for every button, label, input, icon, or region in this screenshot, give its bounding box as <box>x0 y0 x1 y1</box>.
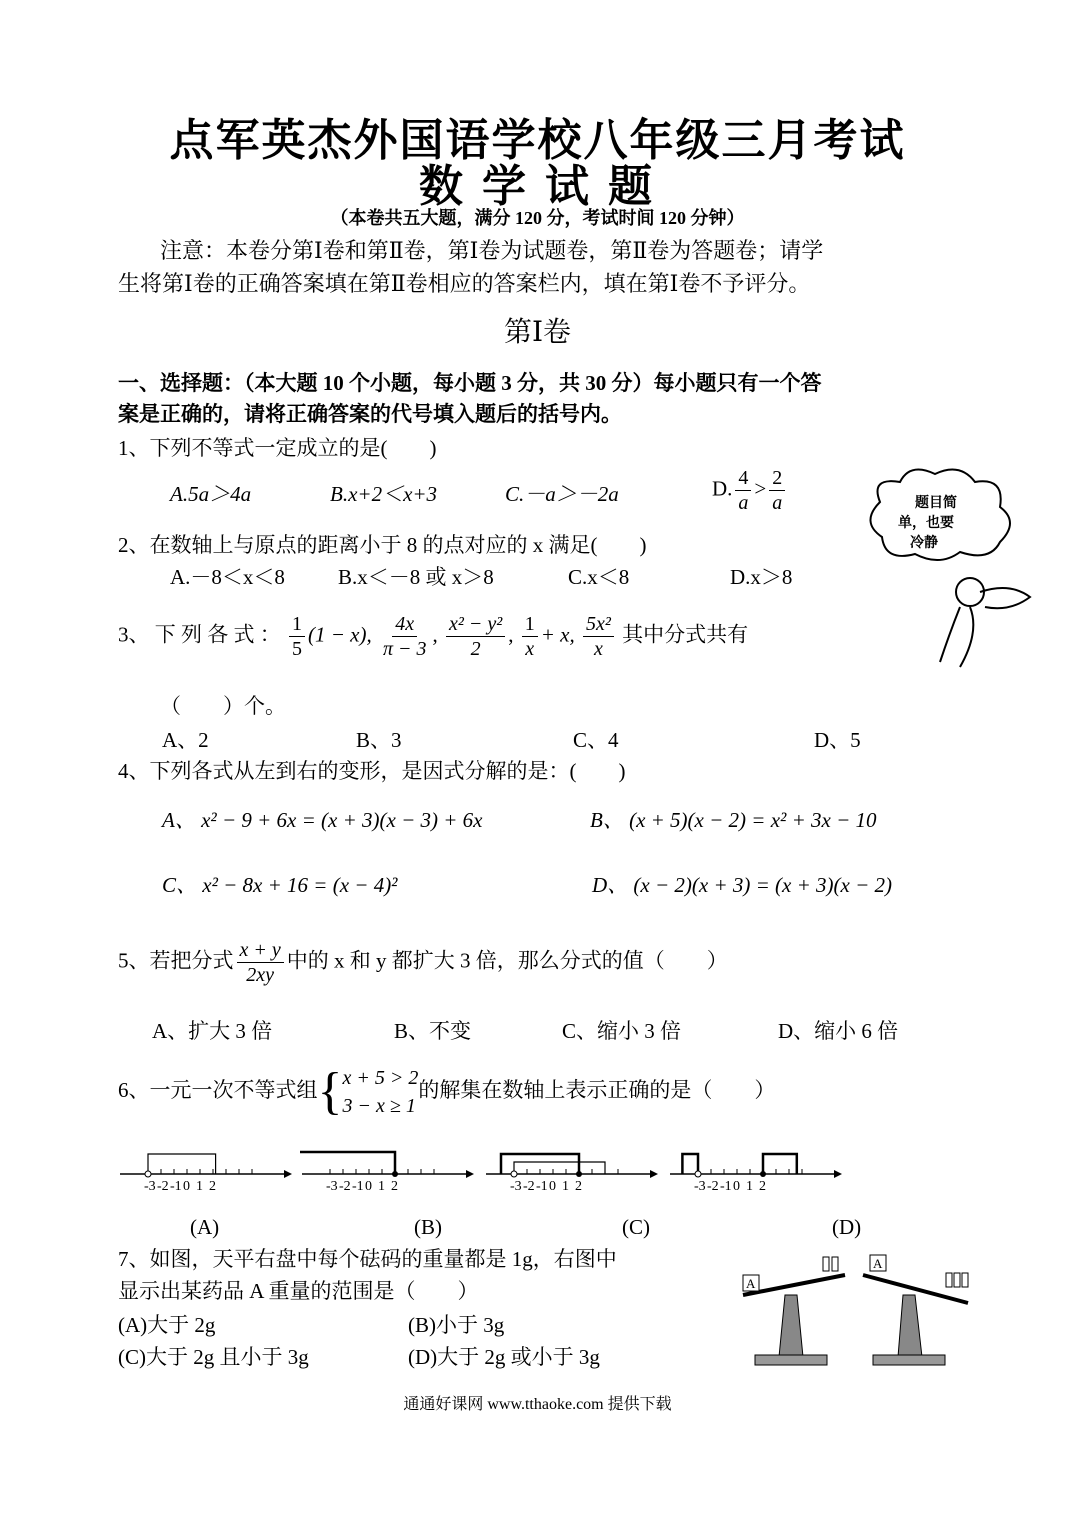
tick-label: 1 <box>562 1179 569 1194</box>
tick-label: -3 <box>326 1179 338 1194</box>
open-point <box>145 1171 151 1177</box>
q5-frac-num: x + y <box>237 938 284 963</box>
tick-label: 2 <box>759 1179 766 1194</box>
q7-option-c: (C)大于 2g 且小于 3g <box>118 1345 309 1369</box>
q3-prefix: 3、 下 列 各 式 ： <box>118 622 281 647</box>
tick-label: -3 <box>144 1179 156 1194</box>
cloud-text-2: 单，也要 <box>898 516 954 531</box>
q3-stem: 3、 下 列 各 式 ： $\frac{1}{5}$ (1 − x), $\frac{4x}{\pi - 3}$ , $\frac{\text{x² − y²}}{2}$ , $\frac{1}{x}$ + x, $\frac{\text{5x²}}{x}$ 其中分式共有 <box>118 613 749 660</box>
tick-label: -2 <box>707 1179 719 1194</box>
tick-label: -2 <box>157 1179 169 1194</box>
q7-option-d: (D)大于 2g 或小于 3g <box>408 1345 600 1369</box>
solution-range <box>300 1152 395 1174</box>
cloud-text-3: 冷静 <box>910 536 938 551</box>
part-title: 第Ⅰ卷 <box>503 317 572 348</box>
number-line-a <box>118 1150 298 1210</box>
solution-range <box>148 1154 216 1174</box>
tick-label: 1 <box>746 1179 753 1194</box>
exam-subtitle: （本卷共五大题，满分 120 分，考试时间 120 分钟） <box>330 208 745 228</box>
tick-label: 0 <box>183 1179 190 1194</box>
q2-option-a: A.－8＜x＜8 <box>170 565 285 589</box>
axis-arrow <box>284 1170 292 1178</box>
q7-option-b: (B)小于 3g <box>408 1313 505 1337</box>
q3-suffix: 其中分式共有 <box>622 622 749 647</box>
solution-range <box>763 1154 797 1174</box>
exam-title: 点军英杰外国语学校八年级三月考试 <box>169 116 906 165</box>
q4-option-a: A、 x² − 9 + 6x = (x + 3)(x − 3) + 6x <box>162 808 483 832</box>
cloud-text-1: 题目简 <box>915 496 957 511</box>
q3-frac4-num: 1 <box>522 612 538 637</box>
q2-stem: 2、在数轴上与原点的距离小于 8 的点对应的 x 满足( ) <box>118 533 647 557</box>
tick-label: 1 <box>378 1179 385 1194</box>
q1-d-den2: a <box>772 492 783 514</box>
tick-label: 0 <box>733 1179 740 1194</box>
tick-label: 1 <box>196 1179 203 1194</box>
tick-label: -1 <box>352 1179 364 1194</box>
cupid-cloud-illustration <box>860 462 1040 672</box>
q1-option-c: C.－a＞－2a <box>505 482 619 506</box>
q6-stem: 6、一元一次不等式组 { x + 5 > 2 3 − x ≥ 1 的解集在数轴上表示正确的是（ ） <box>118 1063 776 1120</box>
q3-frac4-den: x <box>525 638 535 660</box>
q5-suffix: 中的 x 和 y 都扩大 3 倍，那么分式的值（ ） <box>286 948 728 973</box>
closed-point <box>760 1171 766 1177</box>
q1-d-num1: 4 <box>735 466 751 491</box>
q3-frac4-tail: + x, <box>540 622 575 647</box>
q3-frac1-tail: (1 − x), <box>308 622 372 647</box>
weight-a-label-2: A <box>873 1256 883 1271</box>
q5-frac-den: 2xy <box>246 964 274 986</box>
q6-label-d: (D) <box>832 1215 862 1239</box>
q6-inequality-2: 3 − x ≥ 1 <box>342 1095 416 1117</box>
q7-line-2: 显示出某药品 A 重量的范围是（ ） <box>118 1279 479 1303</box>
tick-label: 0 <box>365 1179 372 1194</box>
closed-point <box>576 1171 582 1177</box>
weight-a-label: A <box>746 1276 756 1291</box>
axis-arrow <box>834 1170 842 1178</box>
section-heading-1: 一、选择题：（本大题 10 个小题，每小题 3 分，共 30 分）每小题只有一个答 <box>118 371 822 395</box>
q1-d-den1: a <box>738 492 749 514</box>
number-line-c <box>484 1150 664 1210</box>
q5-stem <box>118 938 728 987</box>
footer: 通通好课网 www.tthaoke.com 提供下载 <box>403 1396 672 1413</box>
q6-label-b: (B) <box>414 1215 442 1239</box>
tick-label: -1 <box>720 1179 732 1194</box>
q1-option-b: B.x+2＜x+3 <box>330 482 438 506</box>
q6-suffix: 的解集在数轴上表示正确的是（ ） <box>418 1077 776 1102</box>
q2-option-b: B.x＜－8 或 x＞8 <box>338 565 494 589</box>
q1-stem: 1、下列不等式一定成立的是( ) <box>118 436 437 460</box>
balance-scale-right <box>858 1245 983 1370</box>
q3-frac3-den: 2 <box>470 638 481 660</box>
tick-label: 0 <box>549 1179 556 1194</box>
open-point <box>511 1171 517 1177</box>
number-line-d <box>668 1150 848 1210</box>
q4-option-b: B、 (x + 5)(x − 2) = x² + 3x − 10 <box>590 808 877 832</box>
q3-frac3-num: x² − y² <box>446 612 505 637</box>
q1-d-num2: 2 <box>769 466 785 491</box>
section-heading-2: 案是正确的，请将正确答案的代号填入题后的括号内。 <box>118 402 622 426</box>
q1-d-op: > <box>754 476 767 501</box>
tick-label: 2 <box>391 1179 398 1194</box>
subject-title: 数 学 试 题 <box>419 162 656 211</box>
q5-option-d: D、缩小 6 倍 <box>778 1019 899 1043</box>
q1-option-a: A.5a＞4a <box>170 482 252 506</box>
notice-line-1: 注意：本卷分第Ⅰ卷和第Ⅱ卷，第Ⅰ卷为试题卷，第Ⅱ卷为答题卷；请学 <box>160 238 824 263</box>
q2-option-d: D.x＞8 <box>730 565 793 589</box>
tick-label: -3 <box>510 1179 522 1194</box>
q6-label-a: (A) <box>190 1215 220 1239</box>
q5-option-c: C、缩小 3 倍 <box>562 1019 682 1043</box>
q3-frac5-den: x <box>593 638 603 660</box>
q5-prefix: 5、若把分式 <box>118 948 234 973</box>
q4-option-c: C、 x² − 8x + 16 = (x − 4)² <box>162 873 398 897</box>
q4-option-d: D、 (x − 2)(x + 3) = (x + 3)(x − 2) <box>592 873 892 897</box>
q7-line-1: 7、如图，天平右盘中每个砝码的重量都是 1g，右图中 <box>118 1247 617 1271</box>
q3-frac1-num: 1 <box>289 612 305 637</box>
q3-frac1-den: 5 <box>292 638 302 660</box>
axis-arrow <box>650 1170 658 1178</box>
tick-label: -1 <box>170 1179 182 1194</box>
q6-label-c: (C) <box>622 1215 650 1239</box>
solution-range <box>514 1162 605 1174</box>
open-point <box>695 1171 701 1177</box>
q5-option-b: B、不变 <box>394 1019 472 1043</box>
notice-line-2: 生将第Ⅰ卷的正确答案填在第Ⅱ卷相应的答案栏内，填在第Ⅰ卷不予评分。 <box>118 271 811 296</box>
tick-label: -2 <box>339 1179 351 1194</box>
axis-arrow <box>466 1170 474 1178</box>
q5-option-a: A、扩大 3 倍 <box>152 1019 273 1043</box>
tick-label: -3 <box>694 1179 706 1194</box>
q3-frac2-den: π − 3 <box>382 638 427 660</box>
q4-stem: 4、下列各式从左到右的变形，是因式分解的是：( ) <box>118 759 626 783</box>
q3-option-c: C、4 <box>573 728 619 752</box>
q6-inequality-1: x + 5 > 2 <box>342 1067 419 1089</box>
solution-range <box>682 1154 698 1174</box>
q1-d-prefix: D. <box>712 476 733 501</box>
tick-label: 2 <box>575 1179 582 1194</box>
tick-label: 2 <box>209 1179 216 1194</box>
balance-scale-left <box>735 1245 855 1370</box>
q6-prefix: 6、一元一次不等式组 <box>118 1077 318 1102</box>
q2-option-c: C.x＜8 <box>568 565 630 589</box>
q1-option-d <box>712 466 788 515</box>
q3-option-a: A、2 <box>162 728 209 752</box>
tick-label: -2 <box>523 1179 535 1194</box>
q3-frac5-num: 5x² <box>583 612 614 637</box>
tick-label: -1 <box>536 1179 548 1194</box>
number-line-b <box>300 1150 480 1210</box>
closed-point <box>392 1171 398 1177</box>
q3-blank: （ ）个。 <box>160 694 286 718</box>
q3-option-b: B、3 <box>356 728 402 752</box>
q3-frac2-num: 4x <box>392 612 417 637</box>
q3-option-d: D、5 <box>814 728 861 752</box>
q7-option-a: (A)大于 2g <box>118 1313 216 1337</box>
